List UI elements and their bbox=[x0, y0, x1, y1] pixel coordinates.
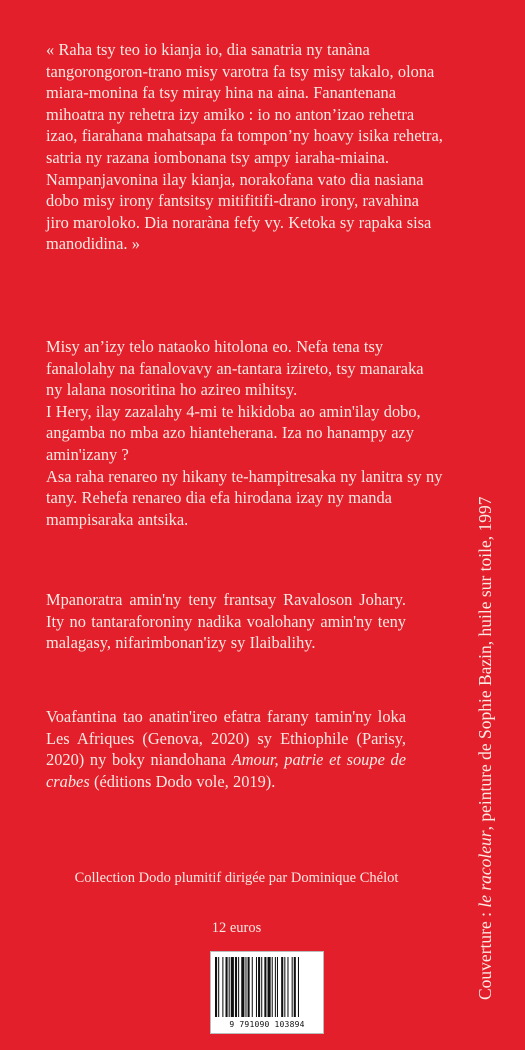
author-bio bbox=[46, 589, 406, 654]
barcode-bars bbox=[215, 957, 319, 1017]
barcode-bar bbox=[264, 957, 266, 1017]
quote-paragraph-2: Nampanjavonina ilay kianja, norakofana vato dia nasiana dobo misy irony fantsitsy mitifitifi-drano irony, ravahina jiro maroloko. Dia noraràna fefy vy. Ketoka sy rapaka sisa manodidina. » bbox=[46, 169, 432, 254]
barcode-bar bbox=[215, 957, 217, 1017]
barcode-digits: 9 791090 103894 bbox=[229, 1020, 305, 1029]
summary-block bbox=[46, 336, 444, 530]
author-bio-text: Mpanoratra amin'ny teny frantsay Ravaloson Johary. Ity no tantaraforoniny nadika voalohany amin'ny teny malagasy, nifarimbonan'izy sy Ilaibalihy. bbox=[46, 590, 406, 653]
barcode bbox=[210, 951, 324, 1034]
barcode-bar bbox=[277, 957, 278, 1017]
collection-line: Collection Dodo plumitif dirigée par Dominique Chélot bbox=[74, 870, 399, 886]
barcode-bar bbox=[245, 957, 246, 1017]
awards-note-text bbox=[46, 706, 406, 792]
barcode-bar bbox=[241, 957, 244, 1017]
barcode-bar bbox=[248, 957, 250, 1017]
awards-text-before: Voafantina tao anatin'ireo efatra farany tamin'ny loka Les Afriques (Genova, 2020) sy Ethiophile (Parisy, 2020) ny boky niandohana bbox=[46, 707, 406, 770]
quote-paragraph-1: « Raha tsy teo io kianja io, dia sanatria ny tanàna tangorongoron-trano misy varotra fa tsy misy takalo, olona miara-monina fa tsy miray hina na aina. Fanantenana mihoatra ny rehetra izy amiko : io no anton’izao rehetra izao, fiarahana mahatsapa fa tompon’ny hoavy isika rehetra, satria ny razana iombonana tsy ampy iaraha-miaina. bbox=[46, 40, 443, 167]
barcode-bar bbox=[275, 957, 276, 1017]
barcode-bar bbox=[252, 957, 253, 1017]
barcode-bar bbox=[284, 957, 285, 1017]
barcode-bar bbox=[298, 957, 299, 1017]
barcode-bar bbox=[294, 957, 296, 1017]
awards-note bbox=[46, 706, 406, 792]
barcode-bar bbox=[258, 957, 260, 1017]
barcode-bar bbox=[256, 957, 257, 1017]
barcode-bar bbox=[235, 957, 237, 1017]
summary-paragraph-3: Asa raha renareo ny hikany te-hampitresaka ny lanitra sy ny tany. Rehefa renareo dia efa hirodana izay ny manda mampisaraka antsika. bbox=[46, 466, 443, 529]
summary-paragraph-2: I Hery, ilay zazalahy 4-mi te hikidoba ao amin'ilay dobo, angamba no mba azo hianteherana. Iza no hanampy azy amin'izany ? bbox=[46, 401, 421, 464]
awards-text-after: (éditions Dodo vole, 2019). bbox=[89, 771, 276, 791]
quote-block bbox=[46, 39, 444, 255]
barcode-bar bbox=[292, 957, 293, 1017]
barcode-bar bbox=[229, 957, 230, 1017]
barcode-bar bbox=[218, 957, 219, 1017]
credit-prefix: Couverture : bbox=[475, 907, 495, 1000]
barcode-bar bbox=[272, 957, 273, 1017]
barcode-bar bbox=[268, 957, 271, 1017]
credit-suffix: , peinture de Sophie Bazin, huile sur toile, 1997 bbox=[475, 496, 495, 831]
barcode-bar bbox=[222, 957, 223, 1017]
barcode-bar bbox=[287, 957, 288, 1017]
barcode-bar bbox=[226, 957, 228, 1017]
cover-credit bbox=[475, 10, 495, 1000]
credit-title: le racoleur bbox=[475, 830, 495, 908]
barcode-bar bbox=[261, 957, 262, 1017]
price: 12 euros bbox=[211, 920, 262, 936]
book-title: Amour, patrie et soupe de crabes bbox=[46, 750, 406, 791]
barcode-bar bbox=[238, 957, 239, 1017]
barcode-bar bbox=[231, 957, 234, 1017]
barcode-bar bbox=[281, 957, 283, 1017]
summary-paragraph-1: Misy an’izy telo nataoko hitolona eo. Nefa tena tsy fanalolahy na fanalovavy an-tantara izireto, tsy manaraka ny lalana nosoritina ho azireo mihitsy. bbox=[46, 337, 424, 400]
